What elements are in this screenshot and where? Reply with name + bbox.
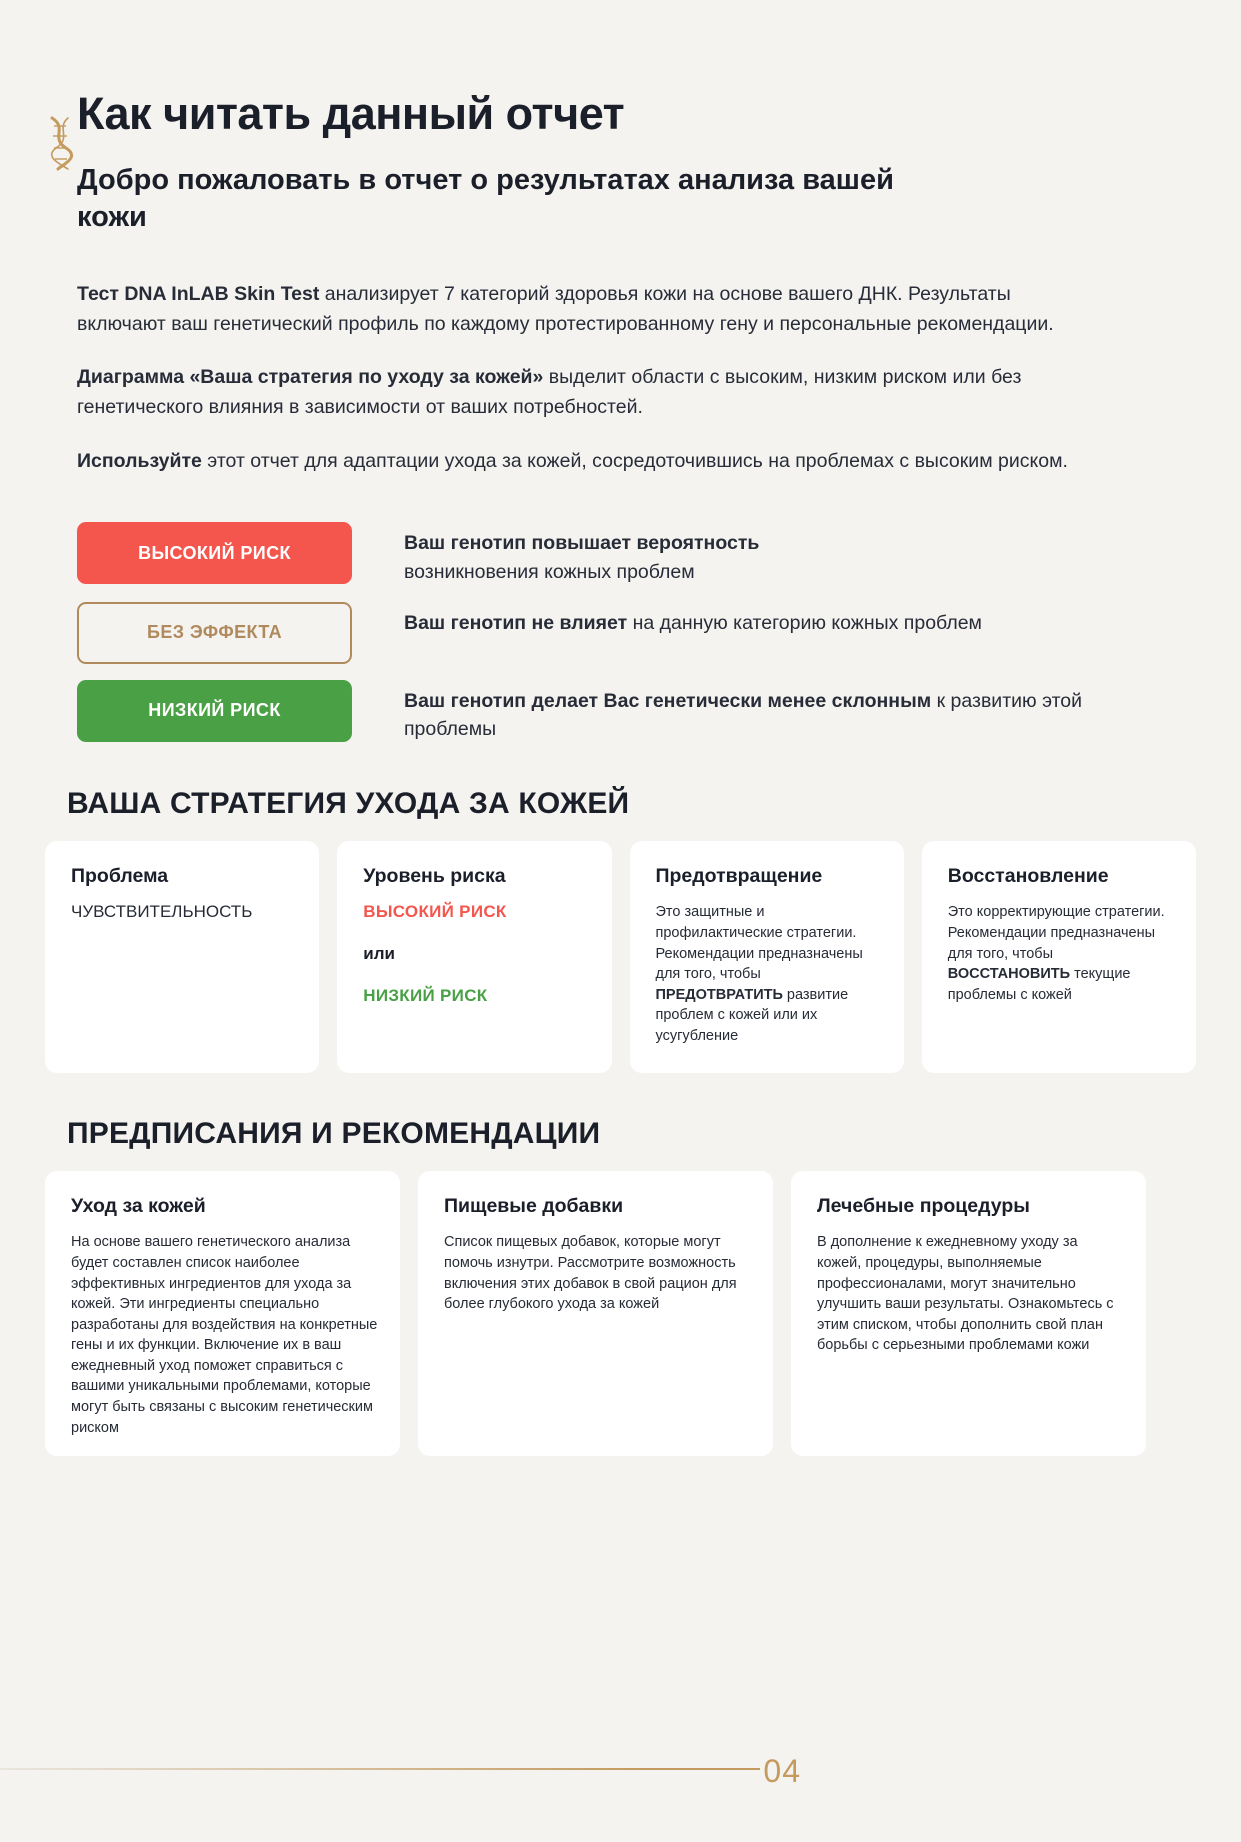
intro-paragraph-1 bbox=[77, 280, 1087, 339]
legend-row-no-effect bbox=[77, 602, 1196, 664]
intro-p2-bold: Диаграмма «Ваша стратегия по уходу за кожей» bbox=[77, 366, 544, 389]
badge-low-risk: НИЗКИЙ РИСК bbox=[77, 680, 352, 742]
intro-p1-rest: анализирует 7 категорий здоровья кожи на основе вашего ДНК. Результаты включают ваш генетический профиль по каждому протестированному гену и персональные рекомендации. bbox=[77, 283, 1054, 335]
card-supplements bbox=[418, 1171, 773, 1456]
legend-low-rest: к развитию этой проблемы bbox=[404, 689, 1083, 741]
intro-p2-rest: выделит области с высоким, низким риском или без генетического влияния в зависимости от ваших потребностей. bbox=[77, 366, 1022, 419]
legend-text-no-effect bbox=[404, 602, 982, 637]
card-treatments-text: В дополнение к ежедневному уходу за кожей, процедуры, выполняемые профессионалами, могут значительно улучшить ваши результаты. Ознакомьтесь с этим списком, чтобы дополнить свой план борьбы с серьезными проблемами кожи bbox=[817, 1234, 1114, 1354]
strategy-heading: ВАША СТРАТЕГИЯ УХОДА ЗА КОЖЕЙ bbox=[67, 787, 630, 821]
card-prevention-text bbox=[656, 902, 882, 1046]
card-treatments-title: Лечебные процедуры bbox=[817, 1195, 1030, 1218]
footer-divider bbox=[0, 1768, 760, 1770]
intro-p3-rest: этот отчет для адаптации ухода за кожей, сосредоточившись на проблемах с высоким риском. bbox=[201, 449, 1068, 472]
legend-none-bold: Ваш генотип не влияет bbox=[404, 611, 628, 634]
card-prevention bbox=[630, 841, 904, 1073]
intro-paragraph-3 bbox=[77, 447, 1087, 477]
legend-high-rest: возникновения кожных проблем bbox=[404, 560, 695, 583]
report-page bbox=[0, 88, 1241, 1842]
card-risk-low-value: НИЗКИЙ РИСК bbox=[363, 986, 488, 1006]
legend-text-high-risk bbox=[404, 522, 759, 586]
prevention-text-a: Это защитные и профилактические стратегии. Рекомендации предназначены для того, чтобы bbox=[655, 904, 863, 983]
card-skincare-title: Уход за кожей bbox=[71, 1195, 206, 1218]
card-problem-value: ЧУВСТВИТЕЛЬНОСТЬ bbox=[71, 902, 253, 922]
dna-helix-icon bbox=[38, 114, 82, 172]
card-problem-title: Проблема bbox=[71, 865, 169, 888]
intro-paragraph-2 bbox=[77, 363, 1087, 422]
card-skincare bbox=[45, 1171, 400, 1456]
card-restoration-title: Восстановление bbox=[947, 865, 1109, 888]
intro-p3-bold: Используйте bbox=[77, 449, 202, 472]
prevention-text-c: развитие проблем с кожей или их усугубление bbox=[655, 986, 849, 1044]
page-number: 04 bbox=[763, 1753, 801, 1789]
card-skincare-text: На основе вашего генетического анализа будет составлен список наиболее эффективных ингредиентов для ухода за кожей. Эти ингредиенты специально разработаны для воздействия на конкретные гены и их функции. Включение их в ваш ежедневный уход поможет справиться с вашими уникальными проблемами, которые могут быть связаны с высоким генетическим риском bbox=[71, 1234, 378, 1436]
card-problem bbox=[45, 841, 319, 1073]
card-supplements-text: Список пищевых добавок, которые могут помочь изнутри. Рассмотрите возможность включения этих добавок в свой рацион для более глубокого ухода за кожей bbox=[444, 1234, 737, 1313]
restoration-text-b: ВОССТАНОВИТЬ bbox=[947, 966, 1071, 983]
card-treatments bbox=[791, 1171, 1146, 1456]
legend-low-bold: Ваш генотип делает Вас генетически менее склонным bbox=[404, 689, 932, 712]
restoration-text-c: текущие проблемы с кожей bbox=[947, 966, 1131, 1003]
card-risk-or: или bbox=[363, 944, 395, 964]
advice-cards bbox=[45, 1171, 1196, 1456]
risk-legend bbox=[77, 522, 1196, 743]
legend-row-low-risk bbox=[77, 680, 1196, 744]
legend-none-rest: на данную категорию кожных проблем bbox=[627, 611, 982, 634]
card-risk-title: Уровень риска bbox=[363, 865, 506, 888]
page-subtitle: Добро пожаловать в отчет о результатах анализа вашей кожи bbox=[77, 164, 894, 234]
page-title: Как читать данный отчет bbox=[77, 88, 625, 139]
intro-p1-bold: Тест DNA InLAB Skin Test bbox=[77, 283, 320, 306]
prevention-text-b: ПРЕДОТВРАТИТЬ bbox=[655, 986, 783, 1003]
card-restoration-text bbox=[948, 902, 1174, 1005]
card-supplements-title: Пищевые добавки bbox=[444, 1195, 624, 1218]
advice-heading: ПРЕДПИСАНИЯ И РЕКОМЕНДАЦИИ bbox=[67, 1117, 601, 1151]
card-prevention-title: Предотвращение bbox=[655, 865, 823, 888]
badge-high-risk: ВЫСОКИЙ РИСК bbox=[77, 522, 352, 584]
legend-row-high-risk bbox=[77, 522, 1196, 586]
legend-text-low-risk bbox=[404, 680, 1124, 744]
badge-no-effect: БЕЗ ЭФФЕКТА bbox=[77, 602, 352, 664]
card-risk-level bbox=[337, 841, 611, 1073]
intro-section bbox=[77, 280, 1087, 476]
card-risk-high-value: ВЫСОКИЙ РИСК bbox=[363, 902, 507, 922]
card-restoration bbox=[922, 841, 1196, 1073]
strategy-cards bbox=[45, 841, 1196, 1073]
restoration-text-a: Это корректирующие стратегии. Рекомендации предназначены для того, чтобы bbox=[947, 904, 1165, 962]
legend-high-bold: Ваш генотип повышает вероятность bbox=[404, 532, 760, 555]
